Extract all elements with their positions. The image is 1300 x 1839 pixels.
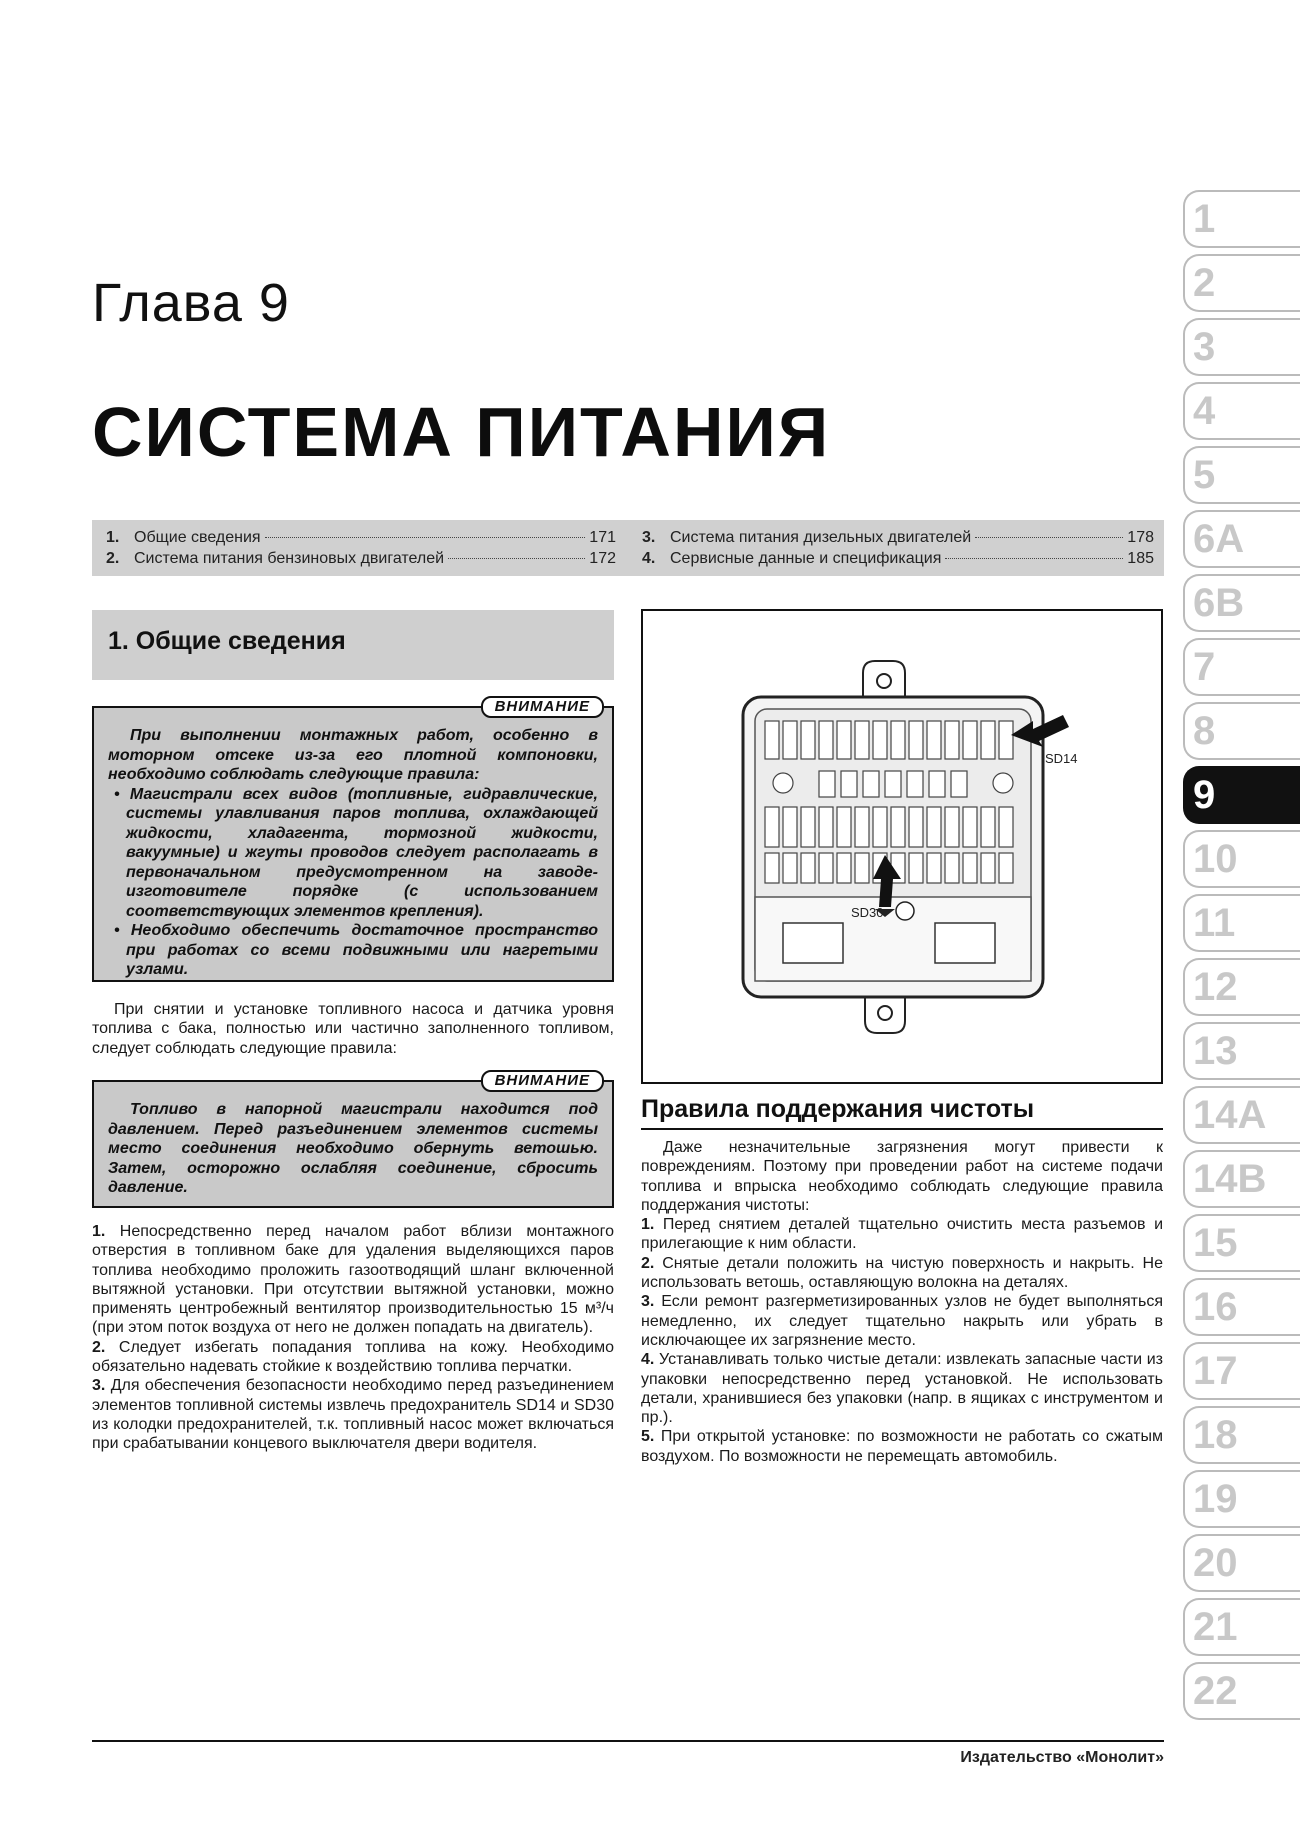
toc-entry[interactable]: 1. Общие сведения 171 bbox=[106, 529, 616, 546]
warning-tag: ВНИМАНИЕ bbox=[481, 696, 604, 718]
chapter-tab[interactable]: 3 bbox=[1183, 318, 1300, 376]
chapter-title: СИСТЕМА ПИТАНИЯ bbox=[92, 393, 831, 471]
chapter-tab-active[interactable]: 9 bbox=[1183, 766, 1300, 824]
list-item: 4. Устанавливать только чистые детали: извлекать запасные части из упаковки непосредственно перед установкой. Не использовать детали, хранившиеся без упаковки (напр. в ящиках с инструментом и пр.). bbox=[641, 1351, 1163, 1427]
chapter-tab[interactable]: 21 bbox=[1183, 1598, 1300, 1656]
chapter-tab[interactable]: 12 bbox=[1183, 958, 1300, 1016]
chapter-tab[interactable]: 19 bbox=[1183, 1470, 1300, 1528]
chapter-tab[interactable]: 20 bbox=[1183, 1534, 1300, 1592]
footer-publisher: Издательство «Монолит» bbox=[960, 1749, 1164, 1766]
subsection-heading: Правила поддержания чистоты bbox=[641, 1095, 1163, 1130]
warning-text: При выполнении монтажных работ, особенно в моторном отсеке из-за его плотной компоновки, необходимо соблюдать следующие правила: bbox=[108, 727, 598, 783]
chapter-tab[interactable]: 17 bbox=[1183, 1342, 1300, 1400]
chapter-label: Глава 9 bbox=[92, 273, 290, 333]
chapter-tab[interactable]: 7 bbox=[1183, 638, 1300, 696]
warning-text: Топливо в напорной магистрали находится под давлением. Перед разъединением элементов системы место соединения необходимо обернуть ветошью. Затем, осторожно ослабляя соединение, сбросить давление. bbox=[108, 1101, 598, 1196]
chapter-tab[interactable]: 11 bbox=[1183, 894, 1300, 952]
chapter-tab[interactable]: 15 bbox=[1183, 1214, 1300, 1272]
list-item: 3. Если ремонт разгерметизированных узлов не будет выполняться немедленно, их следует тщательно накрыть или убрать в исключающее их загрязнение место. bbox=[641, 1293, 1163, 1349]
chapter-tab[interactable]: 6A bbox=[1183, 510, 1300, 568]
label-sd14: SD14 bbox=[1045, 751, 1078, 766]
list-item: 1. Перед снятием деталей тщательно очистить места разъемов и прилегающие к ним области. bbox=[641, 1216, 1164, 1253]
list-item: 1. Непосредственно перед началом работ вблизи монтажного отверстия в топливном баке для удаления выделяющихся паров топлива необходимо проложить газоотводящий шланг включенной вытяжной установки. При отсутствии вытяжной установки, можно применять центробежный вентилятор производительностью 15 м³/ч (при этом поток воздуха от него не должен попадать на двигатель). bbox=[92, 1223, 614, 1337]
footer-rule bbox=[92, 1740, 1164, 1742]
chapter-tab[interactable]: 5 bbox=[1183, 446, 1300, 504]
chapter-tab[interactable]: 10 bbox=[1183, 830, 1300, 888]
chapter-toc bbox=[92, 520, 1164, 576]
chapter-tab[interactable]: 13 bbox=[1183, 1022, 1300, 1080]
toc-entry[interactable]: 2. Система питания бензиновых двигателей 172 bbox=[106, 550, 616, 567]
warning-bullet: • Магистрали всех видов (топливные, гидравлические, системы улавливания паров топлива, охлаждающей жидкости, хладагента, тормозной жидкости, вакуумные) и жгуты проводов следует располагать в первоначальном предусмотренном на заводе-изготовителе порядке (с использованием соответствующих элементов крепления). bbox=[114, 785, 598, 920]
body-paragraph: При снятии и установке топливного насоса и датчика уровня топлива с бака, полностью или частично заполненного топливом, следует соблюдать следующие правила: bbox=[92, 1001, 614, 1057]
chapter-tab[interactable]: 14B bbox=[1183, 1150, 1300, 1208]
chapter-tab[interactable]: 22 bbox=[1183, 1662, 1300, 1720]
chapter-tab[interactable]: 1 bbox=[1183, 190, 1300, 248]
chapter-tab[interactable]: 14A bbox=[1183, 1086, 1300, 1144]
fuse-box-figure bbox=[641, 609, 1163, 1084]
warning-box bbox=[92, 1072, 614, 1208]
warning-tag: ВНИМАНИЕ bbox=[481, 1070, 604, 1092]
warning-bullet: • Необходимо обеспечить достаточное пространство при работах со всеми подвижными или нагретыми узлами. bbox=[114, 922, 598, 978]
fuse-box-diagram bbox=[643, 611, 1161, 1082]
chapter-tab[interactable]: 6B bbox=[1183, 574, 1300, 632]
toc-entry[interactable]: 3. Система питания дизельных двигателей 178 bbox=[642, 529, 1154, 546]
list-item: 2. Снятые детали положить на чистую поверхность и накрыть. Не использовать ветошь, оставляющую волокна на деталях. bbox=[641, 1254, 1163, 1292]
chapter-tab[interactable]: 2 bbox=[1183, 254, 1300, 312]
chapter-tab[interactable]: 4 bbox=[1183, 382, 1300, 440]
numbered-list bbox=[92, 1222, 614, 1454]
chapter-tab[interactable]: 16 bbox=[1183, 1278, 1300, 1336]
section-heading: 1. Общие сведения bbox=[92, 610, 614, 680]
list-item: 2. Следует избегать попадания топлива на кожу. Необходимо обязательно надевать стойкие к воздействию топлива перчатки. bbox=[92, 1338, 614, 1376]
label-sd30: SD30 bbox=[851, 905, 884, 920]
list-item: 5. При открытой установке: по возможности не работать со сжатым воздухом. По возможности не перемещать автомобиль. bbox=[641, 1428, 1163, 1465]
chapter-tab[interactable]: 8 bbox=[1183, 702, 1300, 760]
cleanliness-text: Даже незначительные загрязнения могут привести к повреждениям. Поэтому при проведении работ на системе подачи топлива и впрыска необходимо соблюдать следующие правила поддержания чистоты: 1. Перед снятием деталей тщательно очистить места разъемов и прилегающие к ним области. 2. Снятые детали положить на чистую поверхность и накрыть. Не использовать ветошь, оставляющую волокна на деталях. 3. Если ремонт разгерметизированных узлов не будет выполняться немедленно, их следует тщательно накрыть или убрать в исключающее их загрязнение место. 4. Устанавливать только чистые детали: извлекать запасные части из упаковки непосредственно перед установкой. Не использовать детали, хранившиеся без упаковки (напр. в ящиках с инструментом и пр.). 5. При открытой установке: по возможности не работать со сжатым воздухом. По возможности не перемещать автомобиль. bbox=[641, 1139, 1164, 1465]
chapter-tab[interactable]: 18 bbox=[1183, 1406, 1300, 1464]
warning-box bbox=[92, 698, 614, 982]
list-item: 3. Для обеспечения безопасности необходимо перед разъединением элементов топливной системы извлечь предохранитель SD14 и SD30 из колодки предохранителей, т.к. топливный насос может включаться при срабатывании концевого выключателя двери водителя. bbox=[92, 1377, 614, 1453]
toc-entry[interactable]: 4. Сервисные данные и спецификация 185 bbox=[642, 550, 1154, 567]
